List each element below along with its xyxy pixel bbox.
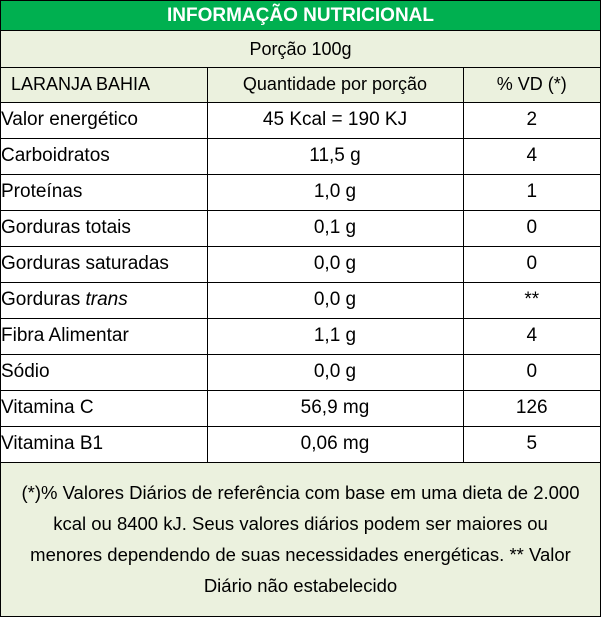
nutrient-quantity: 1,0 g (207, 174, 463, 210)
nutrient-name: Vitamina B1 (1, 426, 207, 462)
table-row (1, 426, 600, 462)
nutrient-name: Fibra Alimentar (1, 318, 207, 354)
nutrient-quantity: 56,9 mg (207, 390, 463, 426)
nutrition-table (1, 68, 600, 463)
nutrient-quantity: 11,5 g (207, 138, 463, 174)
nutrient-name: Vitamina C (1, 390, 207, 426)
nutrient-vd: 4 (463, 318, 600, 354)
nutrient-quantity: 1,1 g (207, 318, 463, 354)
portion-size: Porção 100g (1, 31, 600, 68)
nutrient-vd: 1 (463, 174, 600, 210)
nutrient-quantity: 0,0 g (207, 282, 463, 318)
nutrient-quantity: 0,0 g (207, 246, 463, 282)
table-row (1, 318, 600, 354)
header-vd: % VD (*) (463, 68, 600, 102)
table-row (1, 138, 600, 174)
table-row (1, 102, 600, 138)
table-title: INFORMAÇÃO NUTRICIONAL (1, 1, 600, 31)
nutrient-vd: 0 (463, 210, 600, 246)
table-row (1, 210, 600, 246)
nutrient-name: Valor energético (1, 102, 207, 138)
table-header-row (1, 68, 600, 102)
table-row (1, 174, 600, 210)
nutrient-name: Proteínas (1, 174, 207, 210)
nutrient-vd: 0 (463, 246, 600, 282)
nutrient-vd: 0 (463, 354, 600, 390)
nutrient-name: Gorduras saturadas (1, 246, 207, 282)
nutrient-name: Sódio (1, 354, 207, 390)
table-row (1, 354, 600, 390)
nutrient-vd: 2 (463, 102, 600, 138)
header-product: LARANJA BAHIA (1, 68, 207, 102)
footnote: (*)% Valores Diários de referência com base em uma dieta de 2.000 kcal ou 8400 kJ. Seus valores diários podem ser maiores ou menores dependendo de suas necessidades energéticas. ** Valor Diário não estabelecido (1, 463, 600, 616)
nutrient-name: Gorduras totais (1, 210, 207, 246)
nutrient-vd: 5 (463, 426, 600, 462)
nutrient-name: Carboidratos (1, 138, 207, 174)
nutrient-name: Gorduras trans (1, 282, 207, 318)
table-row (1, 282, 600, 318)
nutrient-quantity: 0,06 mg (207, 426, 463, 462)
table-row (1, 390, 600, 426)
header-quantity: Quantidade por porção (207, 68, 463, 102)
nutrient-quantity: 0,1 g (207, 210, 463, 246)
nutrient-vd: 126 (463, 390, 600, 426)
nutrient-vd: 4 (463, 138, 600, 174)
table-row (1, 246, 600, 282)
nutrient-quantity: 45 Kcal = 190 KJ (207, 102, 463, 138)
nutrient-quantity: 0,0 g (207, 354, 463, 390)
nutrient-vd: ** (463, 282, 600, 318)
